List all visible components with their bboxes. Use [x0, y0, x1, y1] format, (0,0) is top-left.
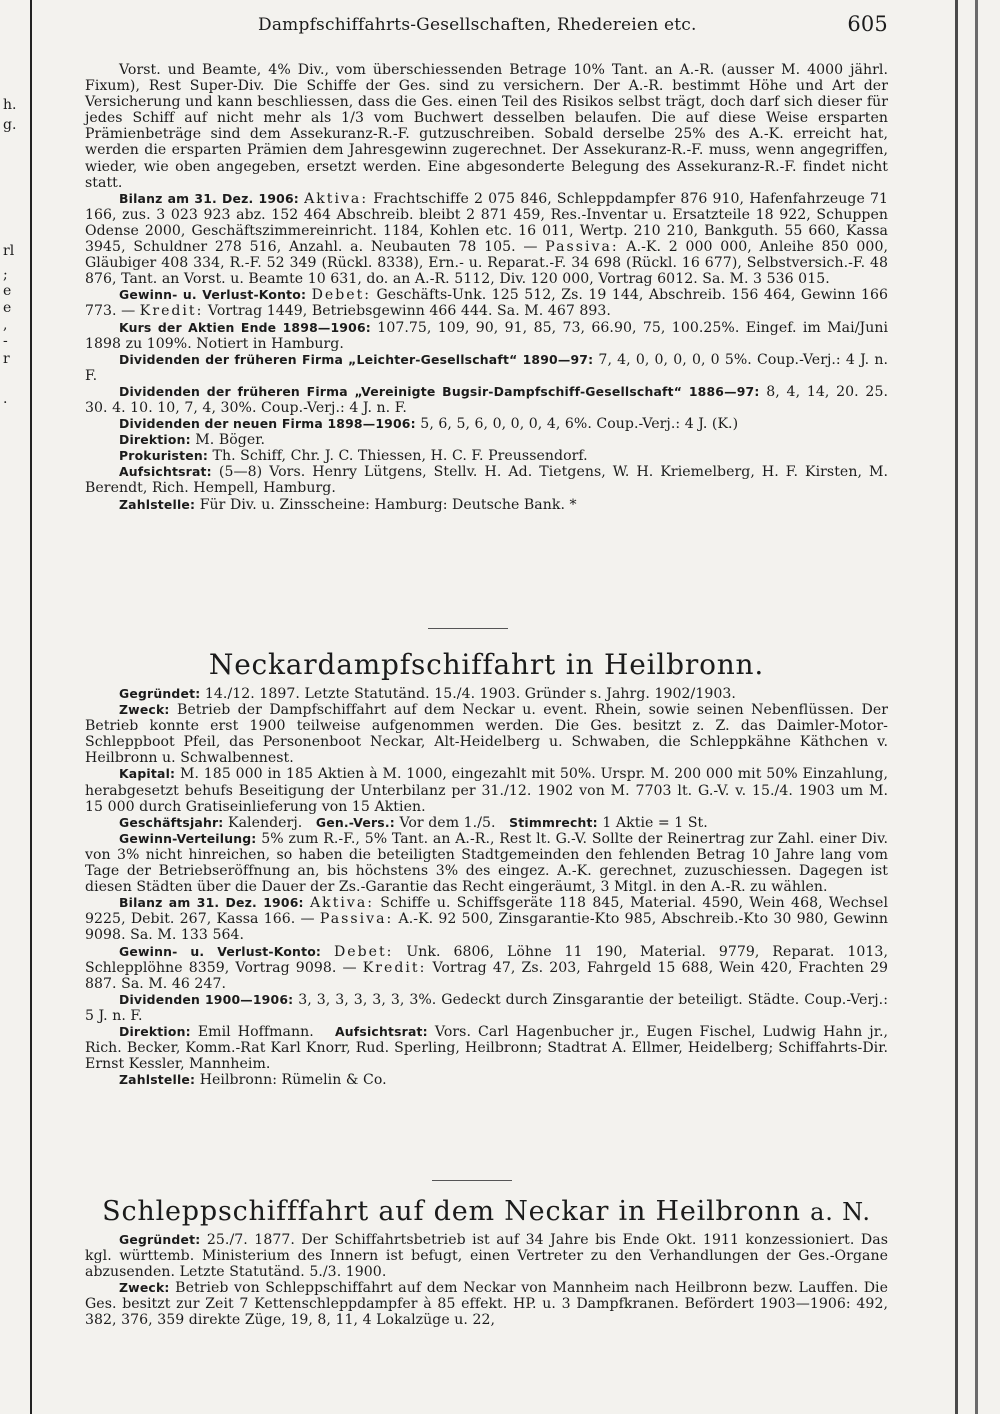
guv-paragraph: Gewinn- u. Verlust-Konto: Debet: Unk. 6806, Löhne 11 190, Material. 9779, Reparat. 1013, Schlepplöhne 8359, Vortrag 9098. — Kredit: Vortrag 47, Zs. 203, Fahrgeld 15 688, Wein 420, Frachten 29 887. Sa. M. 46 247.	[85, 943, 888, 992]
margin-fragment: -	[3, 333, 8, 349]
margin-fragment: e	[3, 300, 12, 316]
prokuristen: Prokuristen: Th. Schiff, Chr. J. C. Thiessen, H. C. F. Preussendorf.	[119, 448, 588, 465]
neckar-section-body	[85, 686, 888, 1088]
dividenden-frueher-2: Dividenden der früheren Firma „Vereinigte Bugsir-Dampfschiff-Gesellschaft“ 1886—97: 8, 4, 14, 20. 25. 30. 4. 10. 10, 7, 4, 30%. Coup.-Verj.: 4 J. n. F.	[85, 383, 888, 416]
margin-fragment: g.	[3, 117, 17, 133]
zahlstelle: Zahlstelle: Heilbronn: Rümelin & Co.	[119, 1072, 387, 1089]
margin-fragment: e	[3, 283, 12, 299]
bilanz-paragraph: Bilanz am 31. Dez. 1906: Aktiva: Schiffe u. Schiffsgeräte 118 845, Material. 4590, Wein 468, Wechsel 9225, Debit. 267, Kassa 166. — Passiva: A.-K. 92 500, Zinsgarantie-Kto 985, Abschreib.-Kto 30 980, Gewinn 9098. Sa. M. 133 564.	[85, 895, 889, 944]
margin-fragment: rl	[3, 243, 15, 259]
running-header	[258, 12, 888, 38]
geschaeftsjahr-line: Geschäftsjahr: Kalenderj. Gen.-Vers.: Vor dem 1./5. Stimmrecht: 1 Aktie = 1 St.	[119, 814, 708, 831]
section-divider	[432, 1180, 512, 1181]
zweck: Zweck: Betrieb der Dampfschiffahrt auf dem Neckar u. event. Rhein, sowie seinen Nebenflüssen. Der Betrieb konnte erst 1900 teilweise aufgenommen werden. Die Ges. besitzt z. Z. das Daimler-Motor-Schleppboot Pfeil, das Personenboot Neckar, Alt-Heidelberg u. Schwaben, die Schleppkähne Käthchen v. Heilbronn u. Schwalbennest.	[85, 702, 888, 767]
gegruendet: Gegründet: 25./7. 1877. Der Schiffahrtsbetrieb ist auf 34 Jahre bis Ende Okt. 1911 konzessioniert. Das kgl. württemb. Ministerium des Innern ist befugt, einen Vertreter zu den Verhandlungen der Ges.-Organe abzusenden. Letzte Statutänd. 5./3. 1900.	[85, 1232, 888, 1281]
margin-fragment: .	[3, 391, 8, 407]
kurs-paragraph: Kurs der Aktien Ende 1898—1906: 107.75, 109, 90, 91, 85, 73, 66.90, 75, 100.25%. Eingef. im Mai/Juni 1898 zu 109%. Notiert in Hamburg.	[85, 319, 889, 352]
margin-fragment: ,	[3, 317, 8, 333]
guv-paragraph: Gewinn- u. Verlust-Konto: Debet: Geschäfts-Unk. 125 512, Zs. 19 144, Abschreib. 156 464, Gewinn 166 773. — Kredit: Vortrag 1449, Betriebsgewinn 466 444. Sa. M. 467 893.	[85, 287, 888, 320]
margin-fragment: r	[3, 351, 10, 367]
schlepp-section-body	[85, 1232, 888, 1329]
gewinn-verteilung: Gewinn-Verteilung: 5% zum R.-F., 5% Tant. an A.-R., Rest lt. G.-V. Sollte der Reinertrag zur Zahl. einer Div. von 3% nicht hinreichen, so haben die beteiligten Stadtgemeinden den fehlenden Betrag 10 Jahre lang vom Tage der Betriebseröffnung an, bis höchstens 3% des eingez. A.-K. gerechnet, zuzuschiessen. Dagegen ist diesen Städten über die Dauer der Zs.-Garantie das Recht eingeräumt, 3 Mitgl. in den A.-R. zu wählen.	[85, 830, 888, 896]
zahlstelle: Zahlstelle: Für Div. u. Zinsscheine: Hamburg: Deutsche Bank. *	[119, 496, 577, 513]
header-title: Dampfschiffahrts-Gesellschaften, Rhedereien etc.	[258, 15, 697, 35]
dividenden: Dividenden 1900—1906: 3, 3, 3, 3, 3, 3, 3%. Gedeckt durch Zinsgarantie der beteiligt. Städte. Coup.-Verj.: 5 J. n. F.	[85, 991, 888, 1024]
page-number: 605	[847, 12, 888, 36]
dividenden-neu: Dividenden der neuen Firma 1898—1906: 5, 6, 5, 6, 0, 0, 0, 4, 6%. Coup.-Verj.: 4 J. (K.)	[119, 416, 739, 433]
title-suffix: a. N.	[810, 1198, 871, 1226]
aufsichtsrat: Aufsichtsrat: (5—8) Vors. Henry Lütgens, Stellv. H. Ad. Tietgens, W. H. Kriemelberg, H. F. Kirsten, M. Berendt, Rich. Hempell, Hamburg.	[85, 464, 889, 497]
gegruendet: Gegründet: 14./12. 1897. Letzte Statutänd. 15./4. 1903. Gründer s. Jahrg. 1902/1903.	[119, 686, 736, 702]
paragraph: Vorst. und Beamte, 4% Div., vom überschiessenden Betrage 10% Tant. an A.-R. (ausser M. 4000 jährl. Fixum), Rest Super-Div. Die Schiffe der Ges. sind zu versichern. Der A.-R. bestimmt Höhe und Art der Versicherung und kann beschliessen, dass die Ges. einen Teil des Risikos selbst trägt, doch darf sich dieser für jedes Schiff auf nicht mehr als 1/3 vom Buchwert desselben belaufen. Die auf diese Weise ersparten Prämienbeträge sind dem Assekuranz-R.-F. gutzuschreiben. Sobald derselbe 25% des A.-K. erreicht hat, werden die ersparten Prämien dem Jahresgewinn zugerechnet. Der Assekuranz-R.-F. muss, wenn angegriffen, wieder, wie oben angegeben, ersetzt werden. Eine abgesonderte Belegung des Assekuranz-R.-F. findet nicht statt.	[85, 62, 888, 191]
section-divider	[428, 628, 508, 629]
kapital: Kapital: M. 185 000 in 185 Aktien à M. 1000, eingezahlt mit 50%. Urspr. M. 200 000 mit 50% Einzahlung, herabgesetzt behufs Beseitigung der Unterbilanz per 31./12. 1902 von M. 7703 lt. G.-V. v. 15./4. 1903 um M. 15 000 durch Gratiseinlieferung von 15 Aktien.	[85, 766, 889, 815]
section-title-schleppschifffahrt	[85, 1196, 888, 1227]
book-spine-margin	[0, 0, 32, 1414]
dividenden-frueher-1: Dividenden der früheren Firma „Leichter-Gesellschaft“ 1890—97: 7, 4, 0, 0, 0, 0, 0 5%. Coup.-Verj.: 4 J. n. F.	[85, 351, 889, 384]
margin-fragment: ;	[3, 267, 8, 283]
bilanz-paragraph: Bilanz am 31. Dez. 1906: Aktiva: Frachtschiffe 2 075 846, Schleppdampfer 876 910, Hafenfahrzeuge 71 166, zus. 3 023 923 abz. 152 464 Abschreib. bleibt 2 871 459, Res.-Inventar u. Ersatzteile 18 922, Schuppen Odense 2000, Geschäftszimmereinricht. 1184, Kohlen etc. 16 011, Wertp. 210 210, Bankguth. 55 660, Kassa 3945, Schuldner 278 516, Anzahl. a. Neubauten 78 105. — Passiva: A.-K. 2 000 000, Anleihe 850 000, Gläubiger 408 334, R.-F. 52 349 (Rückl. 8338), Ern.- u. Reparat.-F. 34 698 (Rückl. 16 677), Selbstversich.-F. 48 876, Tant. an Vorst. u. Beamte 10 631, do. an A.-R. 5112, Div. 120 000, Vortrag 6012. Sa. M. 3 536 015.	[85, 190, 888, 288]
page-edge-line	[975, 0, 978, 1414]
title-main: Schleppschifffahrt auf dem Neckar in Heilbronn	[102, 1196, 801, 1227]
direktion-aufsichtsrat: Direktion: Emil Hoffmann. Aufsichtsrat: Vors. Carl Hagenbucher jr., Eugen Fischel, Ludwig Hahn jr., Rich. Becker, Komm.-Rat Karl Knorr, Rud. Sperling, Heilbronn; Stadtrat A. Ellmer, Heidelberg; Schiffahrts-Dir. Ernst Kessler, Mannheim.	[85, 1023, 889, 1073]
margin-fragment: h.	[3, 97, 17, 113]
section-title-neckardampfschiffahrt: Neckardampfschiffahrt in Heilbronn.	[208, 648, 765, 681]
continuation-block	[85, 62, 888, 513]
direktion: Direktion: M. Böger.	[119, 432, 265, 449]
page-edge-line	[955, 0, 958, 1414]
zweck: Zweck: Betrieb von Schleppschiffahrt auf dem Neckar von Mannheim nach Heilbronn bezw. Lauffen. Die Ges. besitzt zur Zeit 7 Kettenschleppdampfer à 85 effekt. HP. u. 3 Dampfkranen. Befördert 1903—1906: 492, 382, 376, 359 direkte Züge, 19, 8, 11, 4 Lokalzüge u. 22,	[85, 1280, 888, 1329]
